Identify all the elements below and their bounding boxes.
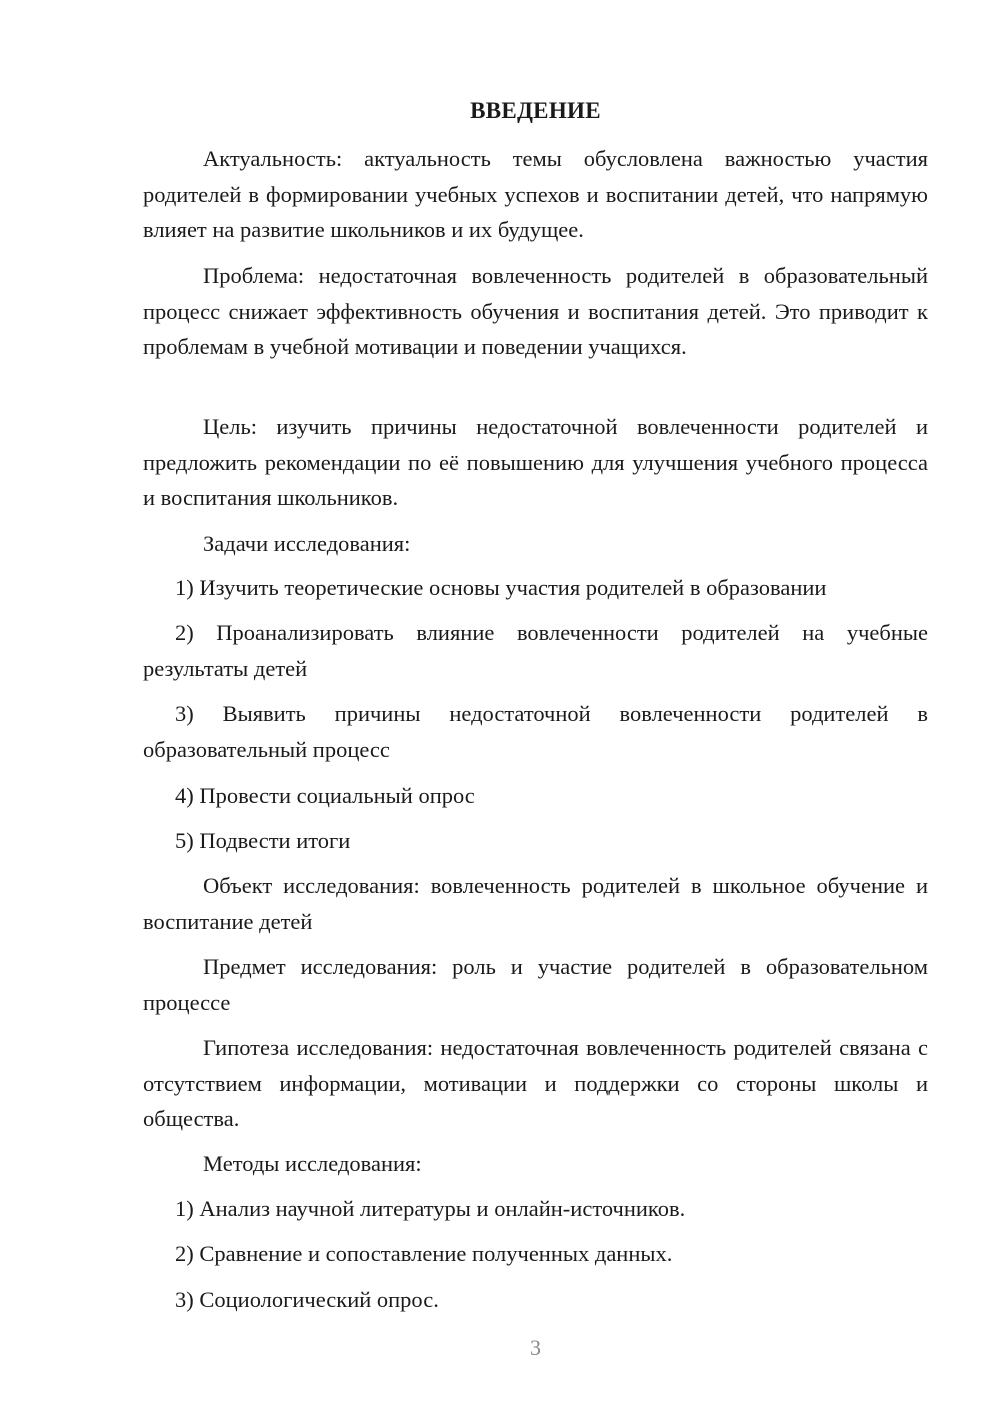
- method-item-3: 3) Социологический опрос.: [175, 1287, 439, 1312]
- task-item-2: 2) Проанализировать влияние вовлеченности родителей на учебные результаты детей: [143, 620, 928, 681]
- tasks-label: Задачи исследования:: [203, 531, 411, 556]
- goal-paragraph: Цель: изучить причины недостаточной вовлеченности родителей и предложить рекомендации по её повышению для улучшения учебного процесса и воспитания школьников.: [143, 414, 928, 510]
- problem-paragraph: Проблема: недостаточная вовлеченность родителей в образовательный процесс снижает эффективность обучения и воспитания детей. Это приводит к проблемам в учебной мотивации и поведении учащихся.: [143, 263, 928, 359]
- object-paragraph: Объект исследования: вовлеченность родителей в школьное обучение и воспитание детей: [143, 873, 928, 934]
- methods-label: Методы исследования:: [203, 1151, 422, 1176]
- task-item-1: 1) Изучить теоретические основы участия родителей в образовании: [175, 575, 827, 600]
- relevance-paragraph: Актуальность: актуальность темы обусловлена важностью участия родителей в формировании учебных успехов и воспитании детей, что напрямую влияет на развитие школьников и их будущее.: [143, 146, 928, 242]
- task-item-3: 3) Выявить причины недостаточной вовлеченности родителей в образовательный процесс: [143, 701, 928, 762]
- subject-paragraph: Предмет исследования: роль и участие родителей в образовательном процессе: [143, 954, 928, 1015]
- hypothesis-paragraph: Гипотеза исследования: недостаточная вовлеченность родителей связана с отсутствием информации, мотивации и поддержки со стороны школы и общества.: [143, 1035, 928, 1131]
- page-number: 3: [530, 1335, 541, 1360]
- task-item-5: 5) Подвести итоги: [175, 828, 351, 853]
- method-item-2: 2) Сравнение и сопоставление полученных данных.: [175, 1241, 673, 1266]
- task-item-4: 4) Провести социальный опрос: [175, 783, 475, 808]
- method-item-1: 1) Анализ научной литературы и онлайн-источников.: [175, 1196, 686, 1221]
- document-page: [143, 0, 928, 1414]
- section-heading: ВВЕДЕНИЕ: [470, 98, 601, 123]
